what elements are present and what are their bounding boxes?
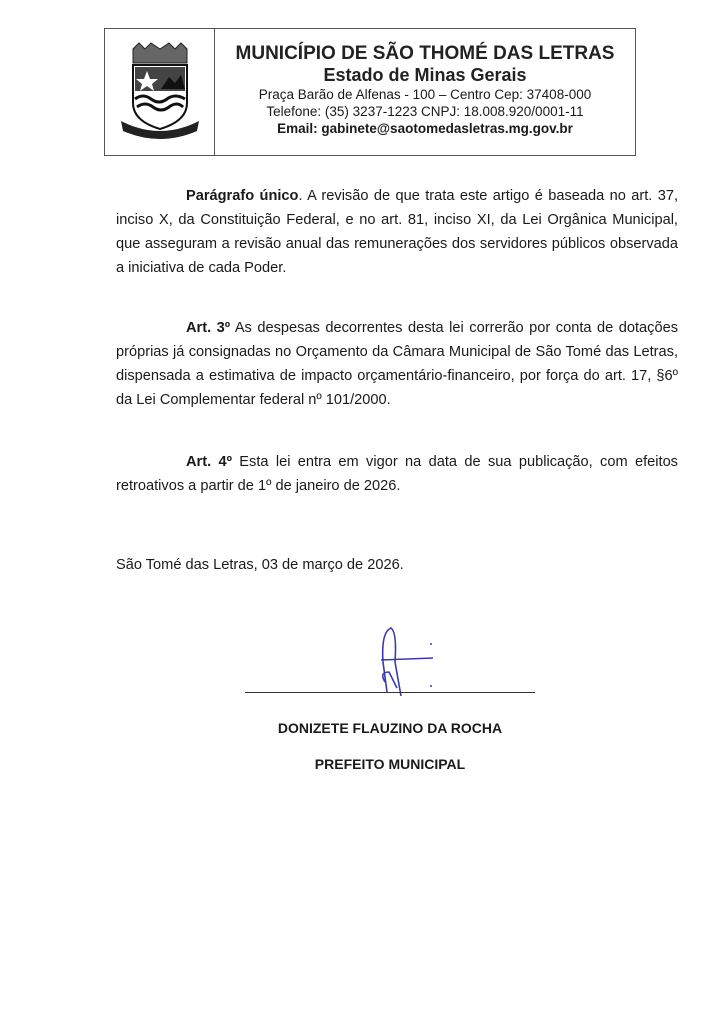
article-3: [116, 316, 678, 412]
signer-name: DONIZETE FLAUZINO DA ROCHA: [277, 720, 503, 736]
signer-role: PREFEITO MUNICIPAL: [314, 756, 466, 772]
article-label: Art. 3º: [186, 320, 231, 336]
article-4: [116, 450, 678, 498]
state-subtitle: Estado de Minas Gerais: [323, 65, 527, 85]
article-text: Esta lei entra em vigor na data de sua publicação, com efeitos retroativos a partir de 1º de janeiro de 2026.: [116, 454, 678, 494]
paragraph-text: . A revisão de que trata este artigo é baseada no art. 37, inciso X, da Constituição Federal, e no art. 81, inciso XI, da Lei Orgânica Municipal, que asseguram a revisão anual das remunerações dos servidores públicos observada a iniciativa de cada Poder.: [116, 188, 679, 276]
municipal-crest-logo: [117, 41, 203, 141]
email: Email: gabinete@saotomedasletras.mg.gov.br: [277, 121, 573, 136]
article-text: As despesas decorrentes desta lei correrão por conta de dotações próprias já consignadas no Orçamento da Câmara Municipal de São Tomé das Letras, dispensada a estimativa de impacto orçamentário-financeiro, por força do art. 17, §6º da Lei Complementar federal nº 101/2000.: [116, 320, 678, 408]
phone-cnpj: Telefone: (35) 3237-1223 CNPJ: 18.008.920/0001-11: [266, 104, 584, 119]
paragraph-label: Parágrafo único: [186, 188, 299, 204]
municipality-title: MUNICÍPIO DE SÃO THOMÉ DAS LETRAS: [235, 43, 615, 64]
address: Praça Barão de Alfenas - 100 – Centro Cep: 37408-000: [258, 87, 592, 102]
article-label: Art. 4º: [186, 454, 232, 470]
signature-line: [245, 692, 535, 693]
date-line: São Tomé das Letras, 03 de março de 2026.: [116, 557, 404, 573]
paragraph-unico: [116, 184, 678, 280]
letterhead: [104, 28, 636, 156]
handwritten-signature: [375, 622, 445, 702]
